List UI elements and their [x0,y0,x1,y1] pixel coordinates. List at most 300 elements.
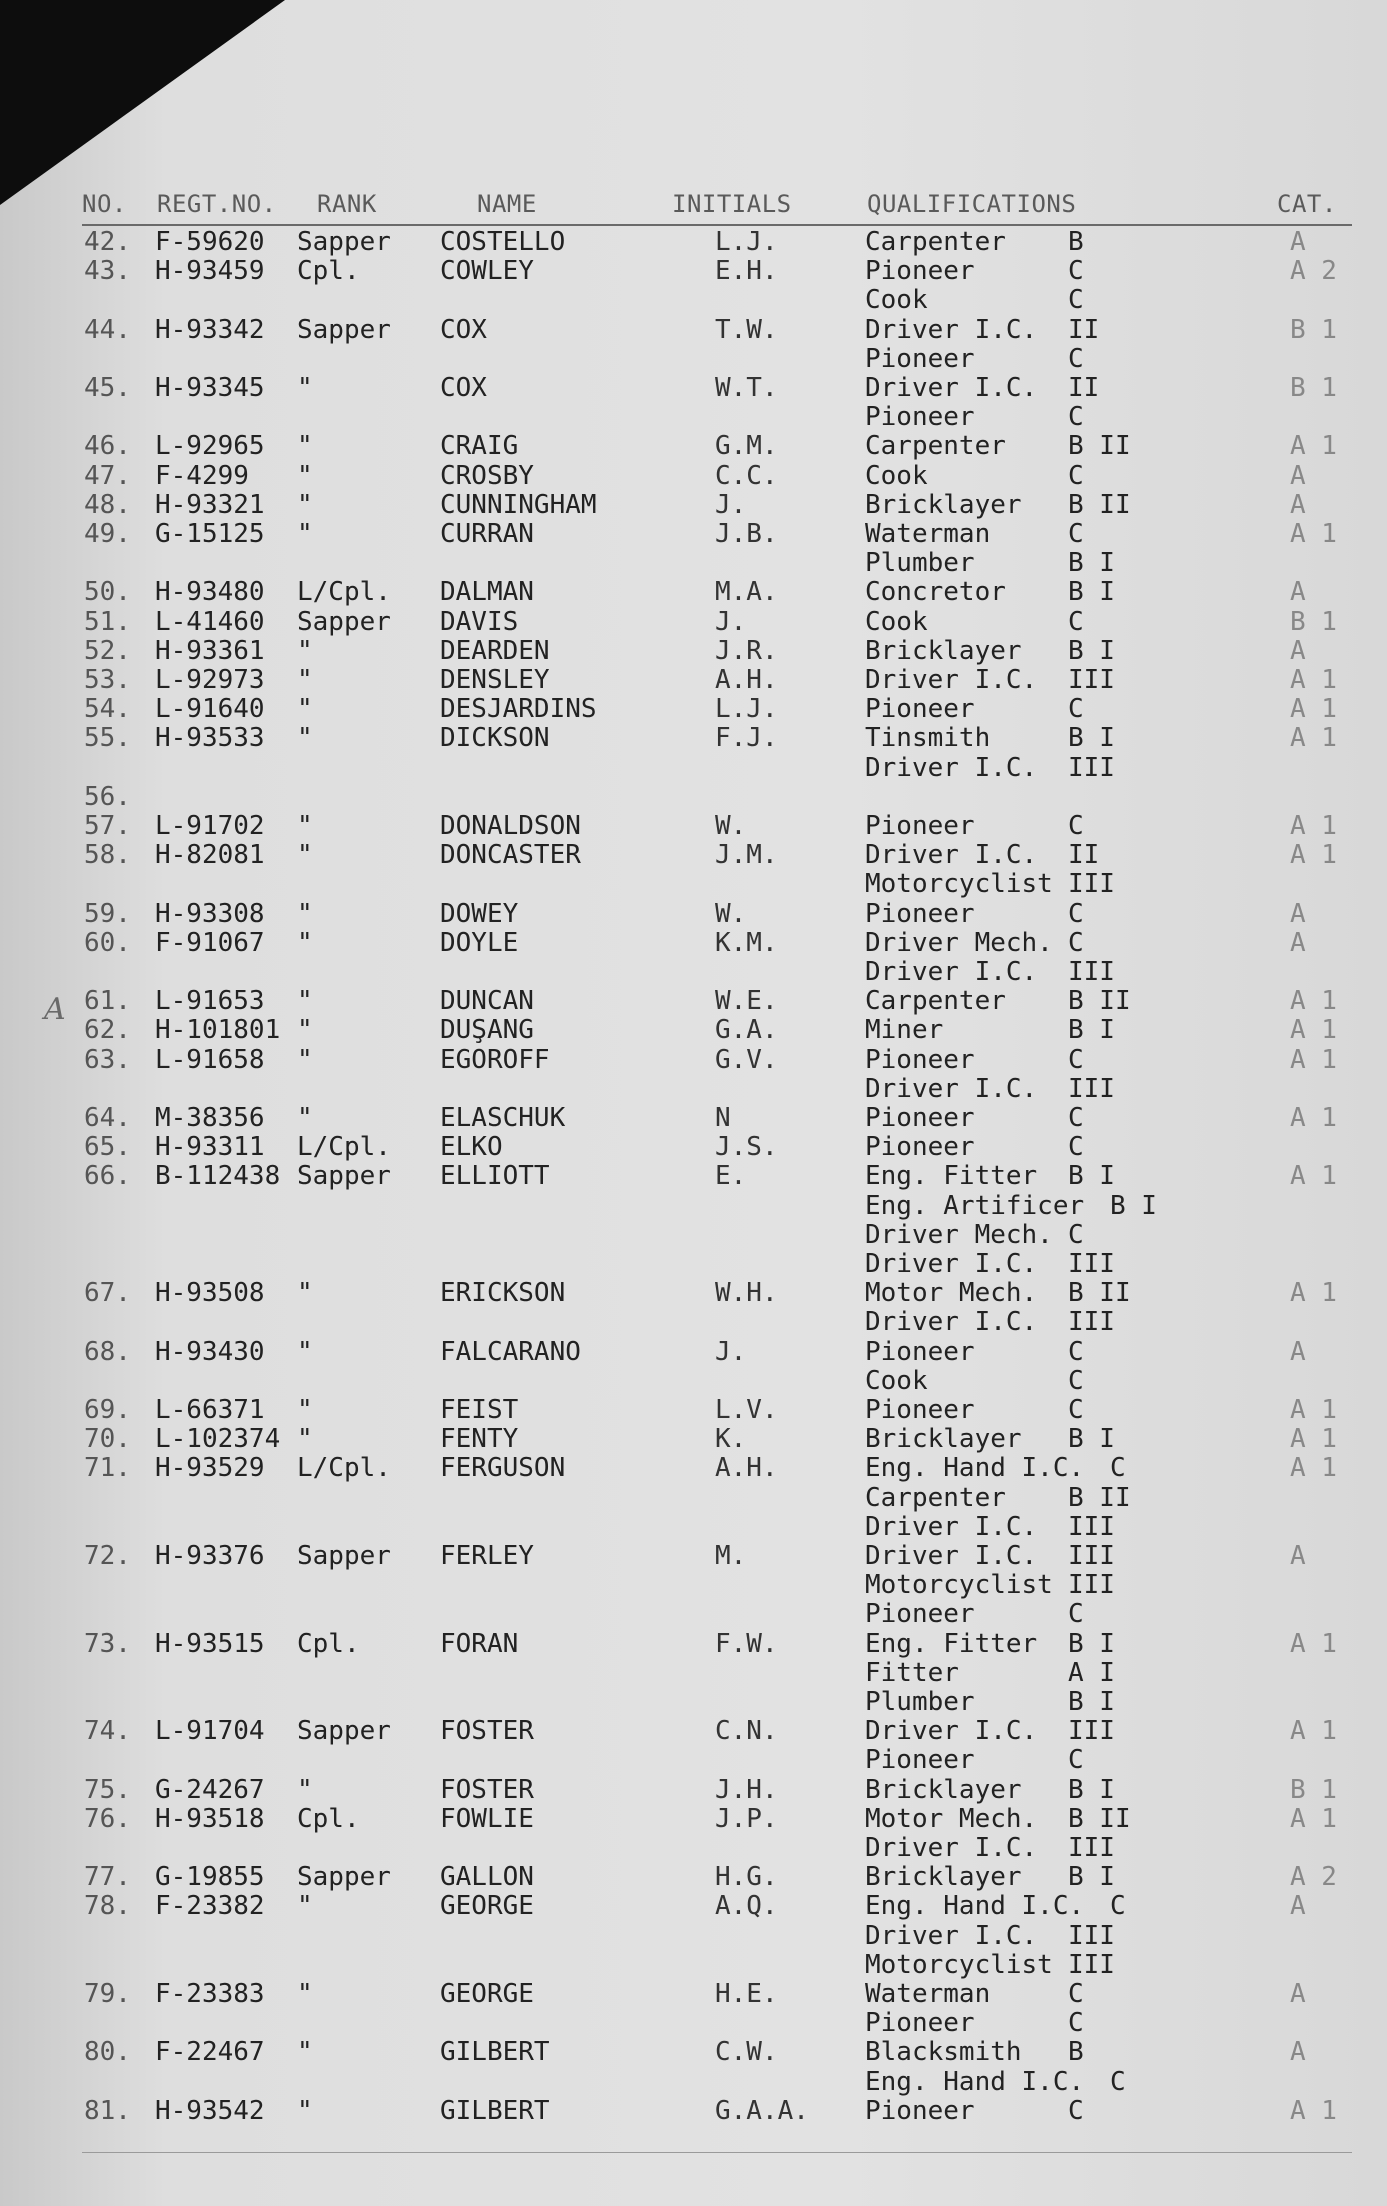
header-qualifications: QUALIFICATIONS [867,190,1077,218]
initials: C.C. [715,460,778,491]
row-main-line [0,1016,1387,1045]
rank: " [297,927,313,958]
header-no: NO. [82,190,127,218]
qualification-grade: B I [1068,1015,1115,1046]
qualification-grade: A I [1068,1657,1115,1688]
initials: W. [715,898,747,929]
qualification-grade: III [1068,869,1115,900]
qualification: Pioneer [865,402,975,433]
category: A 1 [1290,840,1337,871]
qualification-grade: C [1068,606,1084,637]
initials: L.J. [715,227,778,257]
regt-no: F-91067 [155,927,265,958]
regt-no: H-93529 [155,1453,265,1484]
category: A [1290,577,1306,608]
handwritten-margin-mark: A [44,992,66,1027]
regt-no: H-93376 [155,1541,265,1571]
surname: ELLIOTT [440,1161,550,1192]
initials: W.E. [715,986,778,1017]
regt-no: F-4299 [155,460,249,491]
qualification-grade: C [1068,1599,1084,1630]
qualification-grade: C [1068,1395,1084,1425]
row-main-line [0,432,1387,461]
row-continuation-line [0,958,1387,987]
rank: " [297,665,313,695]
qualification-grade: III [1068,1541,1115,1571]
rank: " [297,635,313,666]
initials: K.M. [715,927,778,958]
row-main-line [0,1338,1387,1367]
row-main-line [0,1396,1387,1425]
header-rank: RANK [317,190,377,218]
row-main-line [0,812,1387,841]
qualification: Concretor [865,577,1006,608]
row-main-line [0,608,1387,637]
rank: " [297,1424,313,1455]
qualification: Pioneer [865,2095,975,2126]
row-no: 74. [84,1716,131,1747]
qualification-grade: III [1068,1832,1115,1863]
qualification-grade: B I [1068,1161,1115,1192]
regt-no: H-93311 [155,1132,265,1163]
qualification: Driver I.C. [865,1832,1038,1863]
category: A 1 [1290,1628,1337,1659]
rank: " [297,519,313,549]
header-regt-no: REGT.NO. [157,190,277,218]
regt-no: L-66371 [155,1395,265,1425]
initials: H.E. [715,1979,778,2009]
surname: DUŞANG [440,1015,534,1046]
row-no: 46. [84,431,131,462]
initials: J. [715,489,747,520]
rank: " [297,1774,313,1805]
category: A 1 [1290,1453,1337,1484]
row-no: 54. [84,694,131,725]
category: B 1 [1290,314,1337,345]
regt-no: H-93345 [155,373,265,403]
table-header [82,190,1352,226]
row-no: 45. [84,373,131,403]
surname: EGOROFF [440,1044,550,1075]
rank: " [297,811,313,841]
qualification: Pioneer [865,1745,975,1776]
row-main-line [0,900,1387,929]
qualification: Eng. Artificer [865,1190,1085,1221]
surname: DOYLE [440,927,519,958]
row-no: 61. [84,986,131,1017]
surname: FOWLIE [440,1803,534,1834]
category: B 1 [1290,606,1337,637]
row-no: 79. [84,1979,131,2009]
row-main-line [0,520,1387,549]
regt-no: H-93480 [155,577,265,608]
qualification-grade: III [1068,956,1115,987]
rank: " [297,489,313,520]
bottom-rule [82,2152,1352,2153]
qualification: Driver I.C. [865,1307,1038,1338]
row-continuation-line [0,1951,1387,1980]
row-main-line [0,1162,1387,1191]
qualification-grade: C [1068,343,1084,374]
row-continuation-line [0,1834,1387,1863]
rank: " [297,1891,313,1922]
qualification: Driver I.C. [865,1541,1038,1571]
qualification: Plumber [865,1686,975,1717]
qualification-grade: B I [1068,577,1115,608]
row-main-line [0,578,1387,607]
row-no: 76. [84,1803,131,1834]
initials: G.V. [715,1044,778,1075]
qualification-grade: III [1068,1248,1115,1279]
qualification: Pioneer [865,811,975,841]
row-continuation-line [0,1308,1387,1337]
row-continuation-line [0,403,1387,432]
qualification-grade: II [1068,373,1100,403]
category: A 2 [1290,1862,1337,1893]
qualification-grade: B I [1068,1424,1115,1455]
row-continuation-line [0,2068,1387,2097]
row-continuation-line [0,1075,1387,1104]
row-continuation-line [0,1688,1387,1717]
row-main-line [0,1892,1387,1921]
row-no: 53. [84,665,131,695]
regt-no: H-93459 [155,256,265,287]
surname: DALMAN [440,577,534,608]
surname: ERICKSON [440,1278,566,1309]
surname: CURRAN [440,519,534,549]
surname: COWLEY [440,256,534,287]
regt-no: H-93533 [155,723,265,754]
qualification-grade: C [1110,2066,1126,2097]
initials: F.J. [715,723,778,754]
qualification: Driver I.C. [865,1920,1038,1951]
qualification-grade: B I [1068,1862,1115,1893]
category: A 1 [1290,1278,1337,1309]
rank: Sapper [297,1716,391,1747]
qualification: Pioneer [865,1599,975,1630]
row-no: 73. [84,1628,131,1659]
rank: " [297,840,313,871]
qualification-grade: C [1068,1219,1084,1250]
row-main-line [0,666,1387,695]
initials: N [715,1103,731,1133]
regt-no: H-93542 [155,2095,265,2126]
qualification: Waterman [865,519,991,549]
qualification: Pioneer [865,1336,975,1367]
row-no: 49. [84,519,131,549]
regt-no: H-93518 [155,1803,265,1834]
row-no: 67. [84,1278,131,1309]
qualification: Carpenter [865,431,1006,462]
qualification: Cook [865,285,928,316]
row-continuation-line [0,1192,1387,1221]
row-continuation-line [0,1922,1387,1951]
row-no: 44. [84,314,131,345]
rank: " [297,694,313,725]
surname: GEORGE [440,1891,534,1922]
surname: GILBERT [440,2037,550,2068]
rank: " [297,431,313,462]
surname: FORAN [440,1628,519,1659]
category: A 1 [1290,694,1337,725]
row-continuation-line [0,1571,1387,1600]
category: A [1290,227,1306,257]
qualification-grade: C [1068,1979,1084,2009]
surname: ELKO [440,1132,503,1163]
qualification-grade: B I [1068,548,1115,579]
initials: J.B. [715,519,778,549]
qualification: Motor Mech. [865,1278,1038,1309]
qualification-grade: C [1068,1103,1084,1133]
category: A [1290,1336,1306,1367]
surname: FERGUSON [440,1453,566,1484]
qualification-grade: III [1068,1920,1115,1951]
qualification-grade: C [1068,460,1084,491]
initials: L.V. [715,1395,778,1425]
regt-no: L-91704 [155,1716,265,1747]
rank: " [297,1015,313,1046]
surname: CUNNINGHAM [440,489,597,520]
qualification-grade: III [1068,1073,1115,1104]
qualification: Cook [865,606,928,637]
row-no: 42. [84,227,131,257]
qualification: Pioneer [865,1103,975,1133]
row-main-line [0,1776,1387,1805]
row-main-line [0,1046,1387,1075]
surname: COX [440,373,487,403]
rank: " [297,1044,313,1075]
qualification-grade: B II [1068,1482,1131,1513]
initials: J. [715,606,747,637]
qualification-grade: III [1068,1511,1115,1542]
row-no: 68. [84,1336,131,1367]
initials: F.W. [715,1628,778,1659]
category: A [1290,2037,1306,2068]
rank: " [297,986,313,1017]
qualification-grade: B I [1068,635,1115,666]
qualification: Driver I.C. [865,956,1038,987]
row-no: 48. [84,489,131,520]
row-main-line [0,637,1387,666]
initials: G.A.A. [715,2095,809,2126]
qualification: Carpenter [865,986,1006,1017]
category: A [1290,1979,1306,2009]
rank: " [297,1103,313,1133]
rank: L/Cpl. [297,1453,391,1484]
qualification: Bricklayer [865,1862,1022,1893]
regt-no: L-41460 [155,606,265,637]
row-main-line [0,695,1387,724]
qualification-grade: B II [1068,489,1131,520]
row-main-line [0,2097,1387,2126]
category: B 1 [1290,373,1337,403]
qualification: Waterman [865,1979,991,2009]
row-no: 65. [84,1132,131,1163]
row-continuation-line [0,1600,1387,1629]
initials: J.R. [715,635,778,666]
initials: G.A. [715,1015,778,1046]
rank: " [297,723,313,754]
row-no: 47. [84,460,131,491]
surname: FENTY [440,1424,519,1455]
row-no: 50. [84,577,131,608]
qualification-grade: C [1068,898,1084,929]
row-continuation-line [0,549,1387,578]
qualification-grade: B I [1068,1774,1115,1805]
regt-no: M-38356 [155,1103,265,1133]
category: A [1290,460,1306,491]
row-no: 66. [84,1161,131,1192]
row-continuation-line [0,754,1387,783]
row-main-line [0,1542,1387,1571]
category: A [1290,635,1306,666]
surname: DOWEY [440,898,519,929]
initials: T.W. [715,314,778,345]
row-main-line [0,1454,1387,1483]
row-main-line [0,1863,1387,1892]
category: A 1 [1290,986,1337,1017]
rank: Cpl. [297,1628,360,1659]
qualification: Miner [865,1015,944,1046]
regt-no: F-59620 [155,227,265,257]
qualification: Cook [865,1365,928,1396]
surname: CRAIG [440,431,519,462]
qualification-grade: C [1068,811,1084,841]
surname: DAVIS [440,606,519,637]
initials: L.J. [715,694,778,725]
category: A 1 [1290,1803,1337,1834]
regt-no: H-93321 [155,489,265,520]
qualification-grade: III [1068,1716,1115,1747]
qualification-grade: III [1068,1307,1115,1338]
category: A 1 [1290,723,1337,754]
rank: " [297,2095,313,2126]
row-main-line [0,1104,1387,1133]
row-main-line [0,257,1387,286]
qualification: Eng. Fitter [865,1161,1038,1192]
qualification-grade: B II [1068,1278,1131,1309]
initials: E. [715,1161,747,1192]
qualification: Motorcyclist [865,1949,1053,1980]
category: A 1 [1290,2095,1337,2126]
qualification-grade: C [1068,2095,1084,2126]
row-main-line [0,491,1387,520]
row-no: 43. [84,256,131,287]
qualification: Driver I.C. [865,665,1038,695]
rank: L/Cpl. [297,1132,391,1163]
qualification: Driver I.C. [865,1511,1038,1542]
rank: Sapper [297,314,391,345]
qualification-grade: C [1068,1044,1084,1075]
qualification: Pioneer [865,898,975,929]
qualification-grade: B I [1068,1628,1115,1659]
surname: FEIST [440,1395,519,1425]
surname: CROSBY [440,460,534,491]
row-no: 80. [84,2037,131,2068]
qualification: Eng. Hand I.C. [865,1453,1085,1484]
surname: COX [440,314,487,345]
row-no: 59. [84,898,131,929]
category: A 1 [1290,1395,1337,1425]
qualification: Bricklayer [865,1424,1022,1455]
category: B 1 [1290,1774,1337,1805]
row-no: 57. [84,811,131,841]
initials: H.G. [715,1862,778,1893]
category: A 1 [1290,1103,1337,1133]
initials: J.H. [715,1774,778,1805]
regt-no: L-92965 [155,431,265,462]
qualification: Carpenter [865,227,1006,257]
qualification-grade: B [1068,227,1084,257]
rank: " [297,373,313,403]
rank: " [297,1395,313,1425]
qualification-grade: C [1068,256,1084,287]
category: A 1 [1290,1716,1337,1747]
qualification: Eng. Hand I.C. [865,1891,1085,1922]
initials: G.M. [715,431,778,462]
regt-no: F-23383 [155,1979,265,2009]
surname: FOSTER [440,1774,534,1805]
qualification-grade: C [1110,1453,1126,1484]
surname: GEORGE [440,1979,534,2009]
qualification-grade: C [1068,1132,1084,1163]
row-no: 56. [84,781,131,812]
qualification-grade: C [1110,1891,1126,1922]
surname: GALLON [440,1862,534,1893]
rank: Sapper [297,1862,391,1893]
row-no: 55. [84,723,131,754]
regt-no: B-112438 [155,1161,281,1192]
regt-no: G-15125 [155,519,265,549]
rank: " [297,1278,313,1309]
regt-no: F-22467 [155,2037,265,2068]
initials: K. [715,1424,747,1455]
row-no: 81. [84,2095,131,2126]
qualification: Bricklayer [865,635,1022,666]
rank: Sapper [297,1161,391,1192]
rank: Sapper [297,1541,391,1571]
surname: FALCARANO [440,1336,581,1367]
row-continuation-line [0,286,1387,315]
qualification: Motorcyclist [865,1570,1053,1601]
row-main-line [0,1630,1387,1659]
qualification-grade: C [1068,1365,1084,1396]
regt-no: H-101801 [155,1015,281,1046]
category: A 1 [1290,1015,1337,1046]
scan-corner-shadow [0,0,285,205]
category: A [1290,1891,1306,1922]
row-continuation-line [0,1484,1387,1513]
row-no: 63. [84,1044,131,1075]
row-main-line [0,2038,1387,2067]
qualification-grade: II [1068,840,1100,871]
qualification-grade: II [1068,314,1100,345]
regt-no: L-91658 [155,1044,265,1075]
qualification: Driver I.C. [865,840,1038,871]
initials: W. [715,811,747,841]
regt-no: F-23382 [155,1891,265,1922]
qualification: Driver I.C. [865,1073,1038,1104]
qualification-grade: B [1068,2037,1084,2068]
qualification-grade: B II [1068,986,1131,1017]
surname: FOSTER [440,1716,534,1747]
qualification: Fitter [865,1657,959,1688]
row-continuation-line [0,1367,1387,1396]
rank: " [297,460,313,491]
row-no: 71. [84,1453,131,1484]
qualification: Eng. Fitter [865,1628,1038,1659]
regt-no: H-93342 [155,314,265,345]
